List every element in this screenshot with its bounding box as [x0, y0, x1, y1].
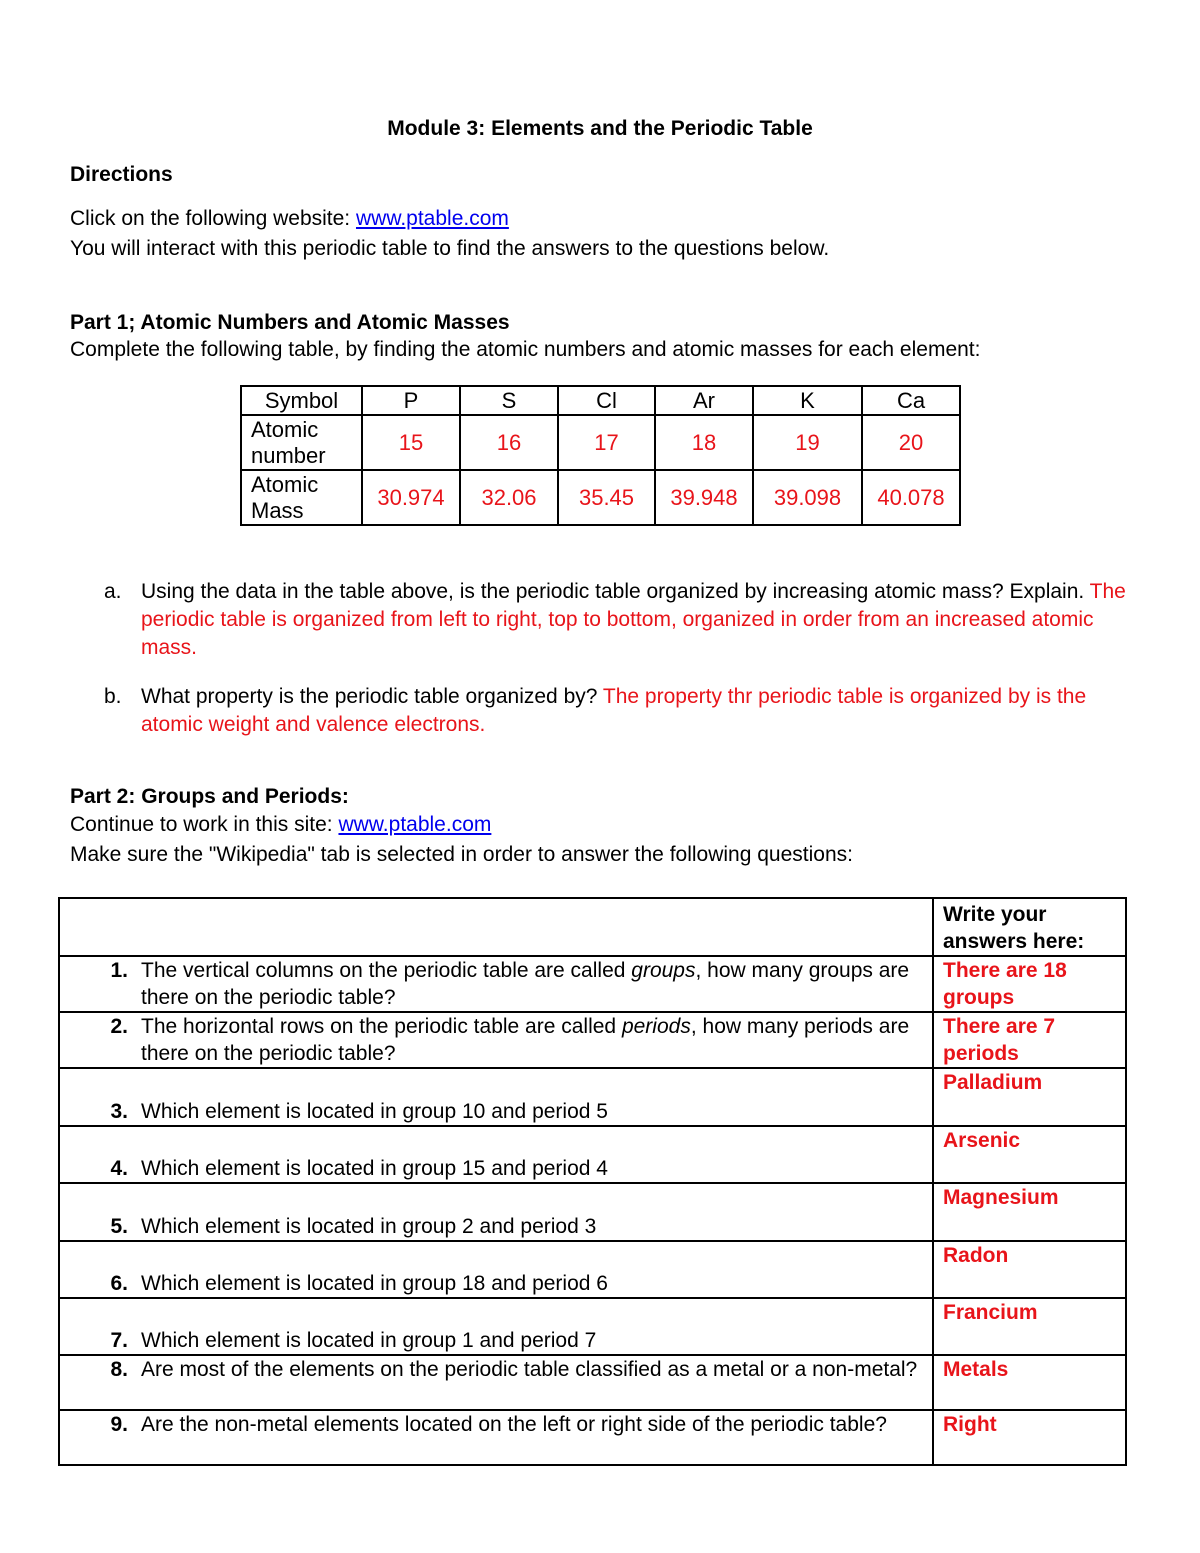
- atomic-number-cell: 19: [753, 415, 862, 470]
- question-text: Which element is located in group 10 and period 5: [141, 1100, 608, 1123]
- atomic-number-row: [241, 415, 960, 470]
- symbol-row: [241, 386, 960, 415]
- part1-instruction: Complete the following table, by finding the atomic numbers and atomic masses for each element:: [70, 338, 981, 361]
- atomic-number-label: Atomic number: [241, 415, 362, 470]
- directions-heading: Directions: [70, 163, 173, 186]
- atomic-mass-row: [241, 470, 960, 525]
- atomic-mass-cell: 35.45: [558, 470, 655, 525]
- question-text: Which element is located in group 1 and period 7: [141, 1329, 597, 1352]
- symbol-cell: Cl: [558, 386, 655, 415]
- part2-heading: Part 2: Groups and Periods:: [70, 785, 349, 808]
- question-number: 4.: [110, 1157, 128, 1180]
- answer-text: The periodic table is organized from left to right, top to bottom, organized in order from an increased atomic mass.: [141, 580, 1126, 659]
- question-a: [104, 578, 1134, 662]
- question-number: 5.: [110, 1215, 128, 1238]
- answer-text: The property thr periodic table is organized by is the atomic weight and valence electrons.: [141, 685, 1087, 736]
- part1-heading: Part 1; Atomic Numbers and Atomic Masses: [70, 311, 510, 334]
- table-row: [59, 1410, 1126, 1465]
- directions-line-2: You will interact with this periodic table to find the answers to the questions below.: [70, 237, 830, 260]
- atomic-number-cell: 20: [862, 415, 960, 470]
- atomic-data-table: [240, 385, 961, 526]
- table-row: [59, 1068, 1126, 1126]
- question-text: The horizontal rows on the periodic table are called periods, how many periods are there on the periodic table?: [141, 1015, 910, 1065]
- atomic-mass-cell: 30.974: [362, 470, 460, 525]
- symbol-cell: Ar: [655, 386, 753, 415]
- question-text: Are the non-metal elements located on the left or right side of the periodic table?: [141, 1413, 887, 1436]
- question-number: 9.: [110, 1413, 128, 1436]
- question-text: Are most of the elements on the periodic table classified as a metal or a non-metal?: [141, 1358, 918, 1381]
- atomic-number-cell: 17: [558, 415, 655, 470]
- answer-cell: There are 18 groups: [933, 956, 1126, 1012]
- table-row: [59, 1126, 1126, 1183]
- question-number: 8.: [110, 1358, 128, 1381]
- question-number: 2.: [110, 1015, 128, 1038]
- question-text: The vertical columns on the periodic table are called groups, how many groups are there on the periodic table?: [141, 959, 910, 1009]
- question-body: [141, 683, 1134, 739]
- table-row: [59, 1355, 1126, 1410]
- table-row: [59, 1298, 1126, 1355]
- question-number: 6.: [110, 1272, 128, 1295]
- part2-line-1: [70, 811, 491, 839]
- ptable-link[interactable]: www.ptable.com: [355, 207, 509, 230]
- directions-line-1-text: Click on the following website:: [70, 207, 356, 230]
- atomic-mass-cell: 39.098: [753, 470, 862, 525]
- symbol-cell: Ca: [862, 386, 960, 415]
- directions-line-1: [70, 205, 509, 233]
- question-cell: [59, 1298, 933, 1355]
- atomic-mass-label: Atomic Mass: [241, 470, 362, 525]
- empty-header-cell: [59, 898, 933, 956]
- question-number: 1.: [110, 959, 128, 982]
- question-text: What property is the periodic table organized by?: [141, 685, 603, 708]
- question-cell: [59, 1068, 933, 1126]
- question-text: Using the data in the table above, is the periodic table organized by increasing atomic mass? Explain.: [141, 580, 1090, 603]
- table-row: [59, 1012, 1126, 1068]
- groups-periods-table: [58, 897, 1127, 1466]
- atomic-number-cell: 16: [460, 415, 558, 470]
- question-text: Which element is located in group 15 and period 4: [141, 1157, 608, 1180]
- symbol-label: Symbol: [241, 386, 362, 415]
- page-title: Module 3: Elements and the Periodic Table: [387, 117, 813, 140]
- atomic-mass-cell: 32.06: [460, 470, 558, 525]
- question-marker: a.: [104, 580, 122, 603]
- atomic-number-cell: 18: [655, 415, 753, 470]
- question-cell: [59, 1241, 933, 1298]
- question-cell: [59, 956, 933, 1012]
- answer-cell: Palladium: [933, 1068, 1126, 1126]
- atomic-mass-cell: 39.948: [655, 470, 753, 525]
- ptable-link[interactable]: www.ptable.com: [338, 813, 492, 836]
- table-row: [59, 1241, 1126, 1298]
- answer-cell: Metals: [933, 1355, 1126, 1410]
- symbol-cell: S: [460, 386, 558, 415]
- atomic-mass-cell: 40.078: [862, 470, 960, 525]
- question-b: [104, 683, 1134, 739]
- question-body: [141, 578, 1134, 662]
- answer-cell: Arsenic: [933, 1126, 1126, 1183]
- atomic-number-cell: 15: [362, 415, 460, 470]
- question-cell: [59, 1183, 933, 1241]
- question-text: Which element is located in group 18 and period 6: [141, 1272, 608, 1295]
- table-row: [59, 956, 1126, 1012]
- answer-cell: Magnesium: [933, 1183, 1126, 1241]
- answer-cell: Radon: [933, 1241, 1126, 1298]
- question-text: Which element is located in group 2 and period 3: [141, 1215, 597, 1238]
- symbol-cell: P: [362, 386, 460, 415]
- question-number: 7.: [110, 1329, 128, 1352]
- symbol-cell: K: [753, 386, 862, 415]
- part2-line-1-text: Continue to work in this site:: [70, 813, 339, 836]
- answer-cell: Francium: [933, 1298, 1126, 1355]
- question-cell: [59, 1126, 933, 1183]
- answer-cell: Right: [933, 1410, 1126, 1465]
- table-header-row: [59, 898, 1126, 956]
- answers-header: Write your answers here:: [933, 898, 1126, 956]
- question-marker: b.: [104, 685, 122, 708]
- question-cell: [59, 1410, 933, 1465]
- question-number: 3.: [110, 1100, 128, 1123]
- question-cell: [59, 1012, 933, 1068]
- answer-cell: There are 7 periods: [933, 1012, 1126, 1068]
- question-cell: [59, 1355, 933, 1410]
- table-row: [59, 1183, 1126, 1241]
- part2-line-2: Make sure the "Wikipedia" tab is selected in order to answer the following questions:: [70, 843, 853, 866]
